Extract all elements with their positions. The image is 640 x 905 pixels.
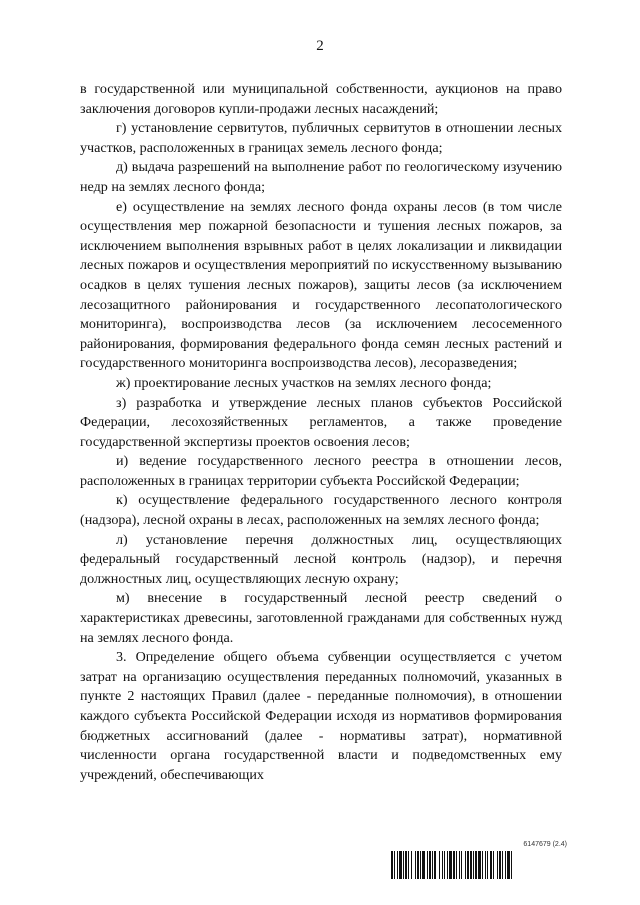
page-number: 2 <box>316 38 324 54</box>
paragraph-item-d: д) выдача разрешений на выполнение работ по геологическому изучению недр на землях лесного фонда; <box>80 159 562 195</box>
barcode-icon <box>391 851 567 879</box>
barcode-caption: 6147679 (2.4) <box>523 841 567 848</box>
document-body <box>80 80 562 785</box>
paragraph-item-z: з) разработка и утверждение лесных планов субъектов Российской Федерации, лесохозяйственных регламентов, а также проведение государственной экспертизы проектов освоения лесов; <box>80 394 562 450</box>
paragraph-item-k: к) осуществление федерального государственного лесного контроля (надзора), лесной охраны в лесах, расположенных на землях лесного фонда; <box>80 492 562 529</box>
paragraph-continuation: в государственной или муниципальной собственности, аукционов на право заключения договоров купли-продажи лесных насаждений; <box>80 81 562 117</box>
paragraph-section-3: 3. Определение общего объема субвенции осуществляется с учетом затрат на организацию осуществления переданных полномочий, указанных в пункте 2 настоящих Правил (далее - переданные полномочия), в отношении каждого субъекта Российской Федерации исходя из нормативов формирования бюджетных ассигнований (далее - нормативы затрат), нормативной численности органа государственной власти и подведомственных ему учреждений, обеспечивающих <box>80 649 562 783</box>
paragraph-item-i: и) ведение государственного лесного реестра в отношении лесов, расположенных в границах территории субъекта Российской Федерации; <box>80 453 562 489</box>
paragraph-item-m: м) внесение в государственный лесной реестр сведений о характеристиках древесины, заготовленной гражданами для собственных нужд на землях лесного фонда. <box>80 590 562 646</box>
paragraph-item-l: л) установление перечня должностных лиц, осуществляющих федеральный государственный лесной контроль (надзор), и перечня должностных лиц, осуществляющих лесную охрану; <box>80 531 562 587</box>
document-barcode <box>391 840 567 880</box>
paragraph-item-g: г) установление сервитутов, публичных сервитутов в отношении лесных участков, расположенных в границах земель лесного фонда; <box>80 120 562 156</box>
paragraph-item-e: е) осуществление на землях лесного фонда охраны лесов (в том числе осуществления мер пожарной безопасности и тушения лесных пожаров, за исключением выполнения взрывных работ в целях локализации и ликвидации лесных пожаров и осуществления мероприятий по искусственному вызыванию осадков в целях тушения лесных пожаров), защиты лесов (за исключением лесозащитного районирования и государственного лесопатологического мониторинга), воспроизводства лесов (за исключением лесосеменного районирования, формирования федерального фонда семян лесных растений и государственного мониторинга воспроизводства лесов), лесоразведения; <box>80 198 562 372</box>
paragraph-item-zh: ж) проектирование лесных участков на землях лесного фонда; <box>116 374 492 391</box>
